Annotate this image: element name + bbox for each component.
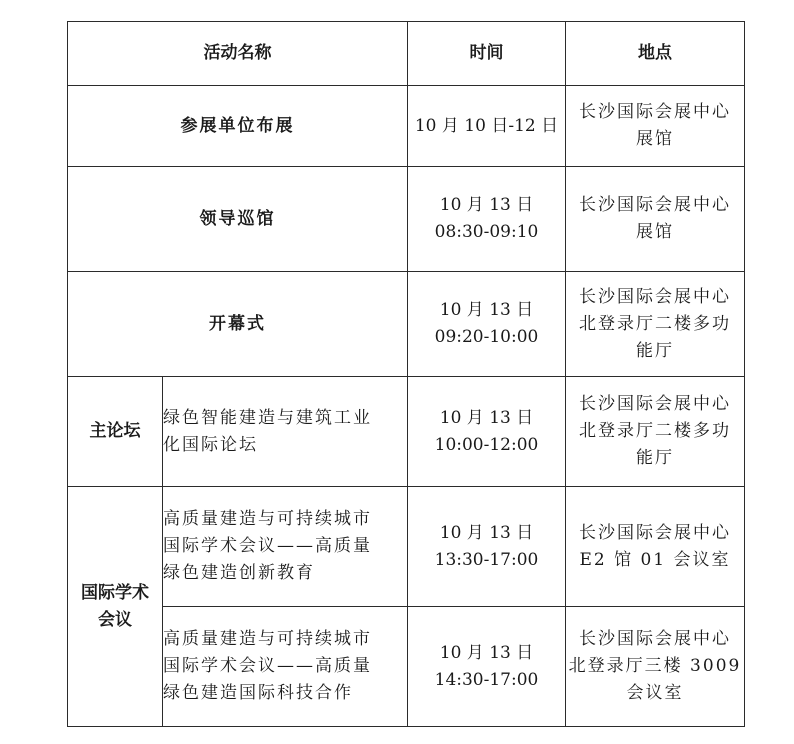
activity-time: 10 月 13 日 08:30-09:10 [408,167,566,272]
activity-place: 长沙国际会展中心 北登录厅三楼 3009 会议室 [566,607,745,727]
table-row [68,377,745,487]
activity-name: 绿色智能建造与建筑工业 化国际论坛 [163,377,408,487]
table-row [68,272,745,377]
header-activity: 活动名称 [68,22,408,86]
activity-name: 高质量建造与可持续城市 国际学术会议——高质量 绿色建造国际科技合作 [163,607,408,727]
activity-name: 参展单位布展 [68,86,408,167]
activity-place: 长沙国际会展中心 展馆 [566,167,745,272]
header-row [68,22,745,86]
table-row [68,607,745,727]
table-row [68,167,745,272]
activity-place: 长沙国际会展中心 展馆 [566,86,745,167]
activity-name: 开幕式 [68,272,408,377]
activity-time: 10 月 13 日 10:00-12:00 [408,377,566,487]
activity-time: 10 月 13 日 13:30-17:00 [408,487,566,607]
group-label: 国际学术 会议 [68,487,163,727]
schedule-table [67,21,745,727]
activity-name: 领导巡馆 [68,167,408,272]
header-time: 时间 [408,22,566,86]
activity-name: 高质量建造与可持续城市 国际学术会议——高质量 绿色建造创新教育 [163,487,408,607]
group-label: 主论坛 [68,377,163,487]
activity-place: 长沙国际会展中心 E2 馆 01 会议室 [566,487,745,607]
table-row [68,487,745,607]
activity-place: 长沙国际会展中心 北登录厅二楼多功 能厅 [566,377,745,487]
activity-place: 长沙国际会展中心 北登录厅二楼多功 能厅 [566,272,745,377]
header-place: 地点 [566,22,745,86]
activity-time: 10 月 13 日 14:30-17:00 [408,607,566,727]
activity-time: 10 月 10 日-12 日 [408,86,566,167]
table-row [68,86,745,167]
activity-time: 10 月 13 日 09:20-10:00 [408,272,566,377]
